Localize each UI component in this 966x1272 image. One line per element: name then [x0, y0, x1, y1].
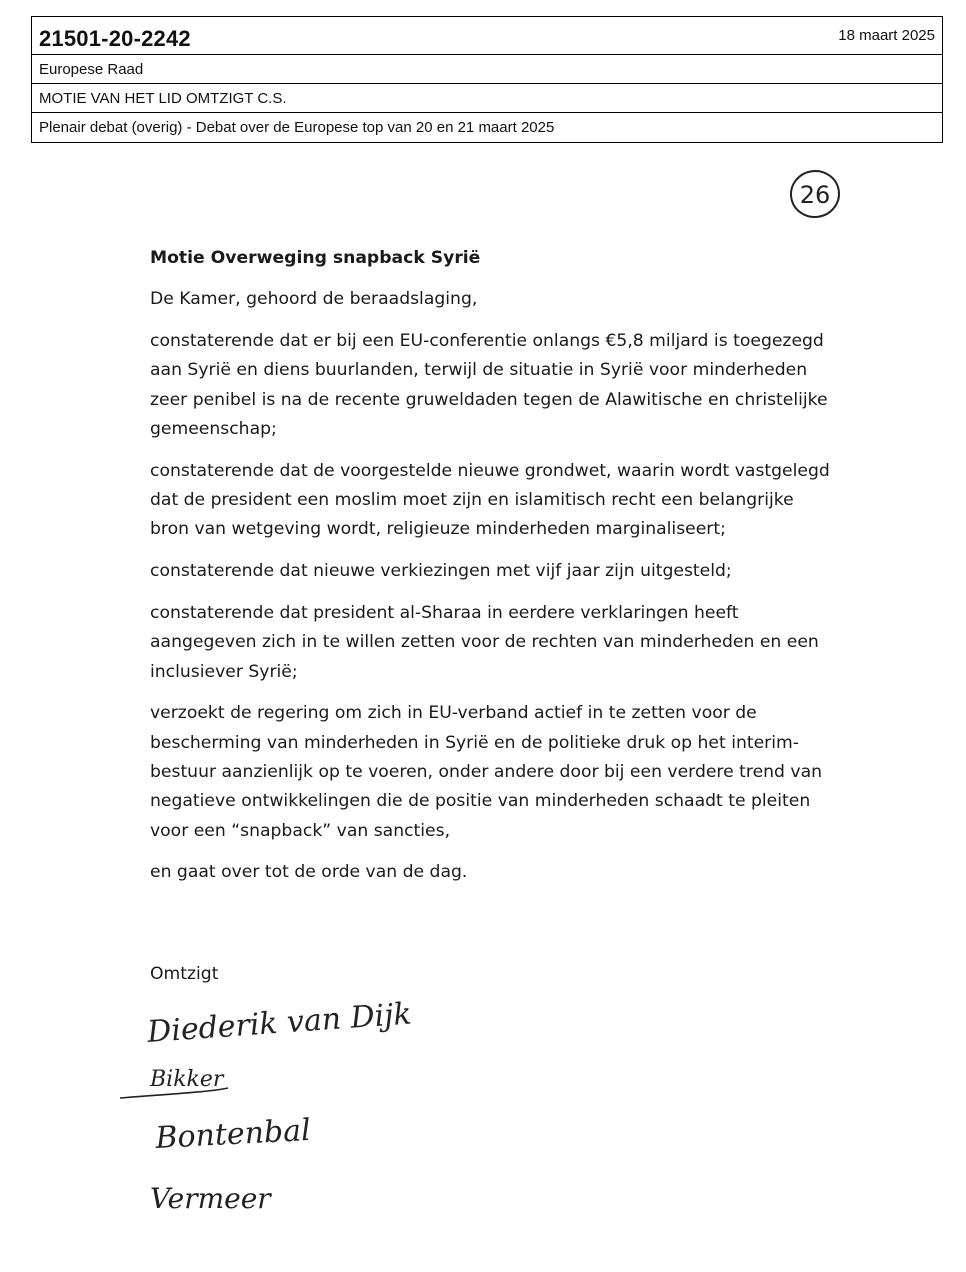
page-number-text: 26 — [799, 181, 831, 209]
handwritten-page-number — [786, 168, 846, 224]
signature-text: Diederik van Dijk — [146, 996, 413, 1050]
motion-paragraph: constaterende dat de voorgestelde nieuwe grondwet, waarin wordt vastgelegd dat de president een moslim moet zijn en islamitisch recht een belangrijke bron van wetgeving wordt, religieuze minderheden marginaliseert; — [150, 460, 830, 540]
motion-opening: De Kamer, gehoord de beraadslaging, — [150, 289, 478, 310]
document-date: 18 maart 2025 — [838, 27, 935, 44]
motion-body — [150, 244, 830, 900]
motion-paragraph: constaterende dat er bij een EU-conferentie onlangs €5,8 miljard is toegezegd aan Syrië en diens buurlanden, terwijl de situatie in Syrië voor minderheden zeer penibel is na de recente gruweldaden tegen de Alawitische en christelijke gemeenschap; — [150, 331, 828, 439]
document-id: 21501-20-2242 — [39, 25, 191, 51]
signature-text: Bontenbal — [154, 1112, 312, 1156]
signature-text: Vermeer — [150, 1182, 271, 1215]
header-row-id — [32, 17, 942, 55]
debate-title: Plenair debat (overig) - Debat over de Europese top van 20 en 21 maart 2025 — [39, 119, 555, 136]
header-row-subject — [32, 55, 942, 84]
motion-paragraph: constaterende dat president al-Sharaa in eerdere verklaringen heeft aangegeven zich in te willen zetten voor de rechten van minderheden en een inclusiever Syrië; — [150, 602, 819, 682]
motion-title: Motie Overweging snapback Syrië — [150, 248, 481, 268]
signatory-name: Omtzigt — [150, 964, 219, 984]
handwritten-signatures — [110, 990, 430, 1230]
motion-paragraph: constaterende dat nieuwe verkiezingen met vijf jaar zijn uitgesteld; — [150, 561, 732, 582]
signature-text: Bikker — [150, 1067, 224, 1092]
motion-closing: en gaat over tot de orde van de dag. — [150, 862, 468, 883]
header-row-motion-type — [32, 84, 942, 113]
motion-type: MOTIE VAN HET LID OMTZIGT C.S. — [39, 89, 287, 107]
document-header — [31, 16, 943, 143]
header-row-debate — [32, 113, 942, 142]
motion-paragraph: verzoekt de regering om zich in EU-verband actief in te zetten voor de bescherming van minderheden in Syrië en de politieke druk op het interim-bestuur aanzienlijk op te voeren, onder andere door bij een verdere trend van negatieve ontwikkelingen die de positie van minderheden schaadt te pleiten voor een “snapback” van sancties, — [150, 703, 823, 841]
document-subject: Europese Raad — [39, 60, 144, 78]
